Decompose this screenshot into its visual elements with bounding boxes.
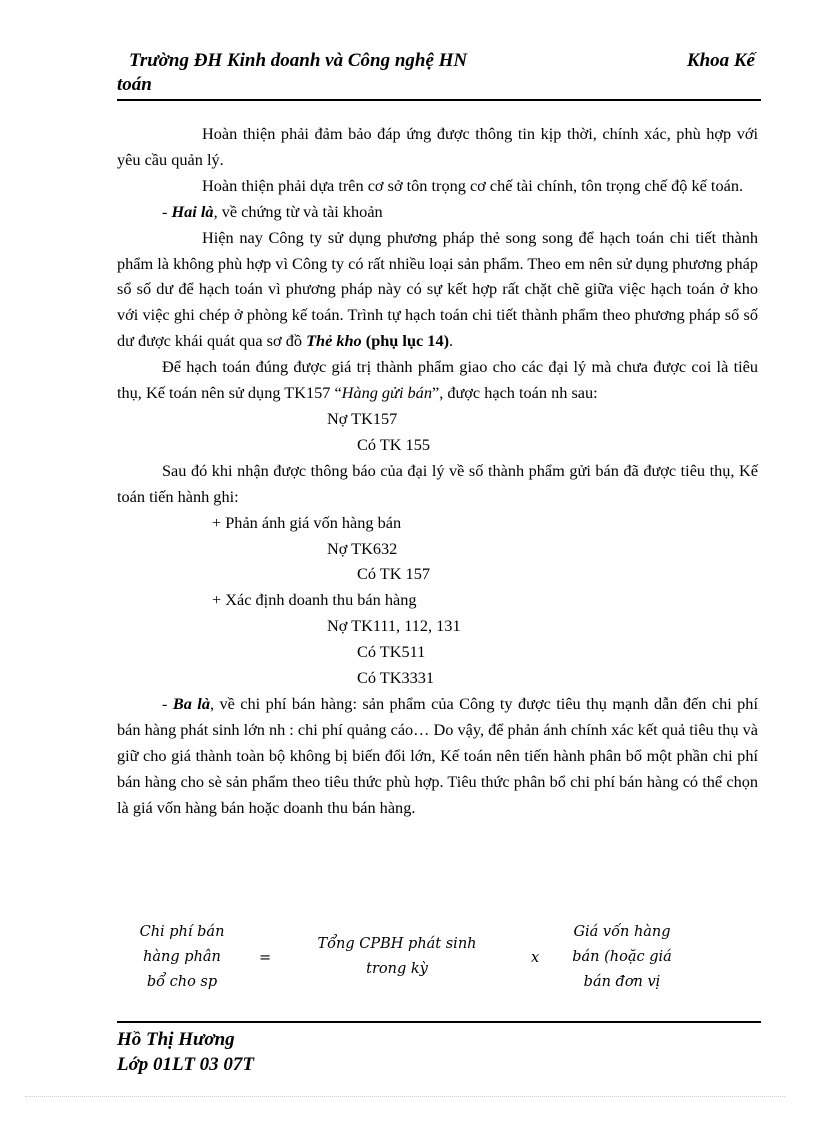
paragraph-text-end: ”, được hạch toán nh sau:	[431, 383, 598, 403]
formula-text: Tổng CPBH phát sinh	[317, 936, 477, 952]
entry-label: + Phản ánh giá vốn hàng bán	[212, 512, 402, 532]
formula-text: bổ cho sp	[146, 974, 218, 990]
document-body	[117, 121, 758, 820]
equals-sign: =	[259, 950, 272, 966]
entry-credit: Có TK3331	[357, 668, 435, 688]
heading-keyword: Ba là	[172, 693, 210, 713]
formula-right-side	[562, 920, 682, 995]
paragraph: Hoàn thiện phải dựa trên cơ sở tôn trọng cơ chế tài chính, tôn trọng chế độ kế toán.	[202, 175, 744, 195]
department-name-continued: toán	[117, 74, 152, 95]
paragraph	[117, 225, 758, 355]
formula-text: Chi phí bán	[139, 924, 225, 940]
section-heading-three	[117, 691, 758, 821]
formula-text: bán (hoặc giá	[572, 949, 672, 965]
school-name: Trường ĐH Kinh doanh và Công nghệ HN	[129, 50, 468, 71]
dash: -	[162, 693, 173, 713]
account-name: Hàng gửi bán	[341, 383, 432, 403]
formula-text: trong kỳ	[366, 961, 428, 977]
paragraph-text: Để hạch toán đúng được giá trị thành phẩm giao cho các đại lý mà chưa được coi là tiêu thụ, Kế toán nên sử dụng TK157 “	[117, 357, 758, 403]
class-code: Lớp 01LT 03 07T	[117, 1054, 255, 1075]
page-footer	[117, 1027, 254, 1077]
formula-text: bán đơn vị	[583, 974, 661, 990]
paragraph	[117, 354, 758, 406]
section-heading-two	[117, 199, 758, 225]
formula-left-side	[117, 920, 247, 995]
heading-keyword: Hai là	[171, 201, 214, 221]
formula-middle	[307, 932, 487, 982]
paragraph-text: Hiện nay Công ty sử dụng phương pháp thẻ song song để hạch toán chi tiết thành phẩm là không phù hợp vì Công ty có rất nhiều loại sản phẩm. Theo em nên sử dụng phương pháp sổ số dư để hạch toán vì phương pháp này có sự kết hợp rất chặt chẽ giữa việc hạch toán ở kho với việc ghi chép ở phòng kế toán. Trình tự hạch toán chi tiết thành phẩm theo phương pháp sổ số dư được khái quát qua sơ đồ	[117, 227, 758, 351]
paragraph-end: .	[449, 331, 454, 351]
footer-rule	[117, 1021, 761, 1023]
paragraph: Hoàn thiện phải đảm bảo đáp ứng được thông tin kịp thời, chính xác, phù hợp với yêu cầu quản lý.	[117, 124, 758, 169]
dash: -	[162, 201, 172, 221]
entry-credit: Có TK 157	[357, 564, 430, 584]
author-name: Hồ Thị Hương	[117, 1029, 235, 1050]
times-sign: x	[531, 950, 540, 966]
entry-debit: Nợ TK632	[327, 538, 398, 558]
paragraph: Sau đó khi nhận được thông báo của đại lý về số thành phẩm gửi bán đã được tiêu thụ, Kế toán tiến hành ghi:	[117, 460, 758, 506]
appendix-reference: (phụ lục 14)	[361, 331, 450, 351]
header-rule	[117, 99, 761, 101]
formula-text: hàng phân	[143, 949, 221, 965]
entry-credit: Có TK 155	[357, 434, 430, 454]
paragraph-text: , về chi phí bán hàng: sản phẩm của Công ty được tiêu thụ mạnh dẫn đến chi phí bán hàng phát sinh lớn nh : chi phí quảng cáo… Do vậy, để phản ánh chính xác kết quả tiêu thụ và giữ cho giá thành toàn bộ không bị biến đổi lớn, Kế toán nên tiến hành phân bổ một phần chi phí bán hàng cho sè sản phẩm theo tiêu thức phù hợp. Tiêu thức phân bổ chi phí bán hàng có thể chọn là giá vốn hàng bán hoặc doanh thu bán hàng.	[117, 693, 759, 817]
formula-text: Giá vốn hàng	[573, 924, 671, 940]
department-name: Khoa Kế	[686, 50, 755, 71]
entry-label: + Xác định doanh thu bán hàng	[212, 590, 417, 610]
entry-debit: Nợ TK111, 112, 131	[327, 616, 461, 636]
heading-text: , về chứng từ và tài khoản	[213, 201, 383, 221]
page-bottom-dotted-line	[25, 1096, 785, 1097]
entry-debit: Nợ TK157	[327, 408, 398, 428]
allocation-formula	[117, 920, 758, 1000]
term-the-kho: Thẻ kho	[306, 331, 362, 351]
entry-credit: Có TK511	[357, 642, 426, 662]
